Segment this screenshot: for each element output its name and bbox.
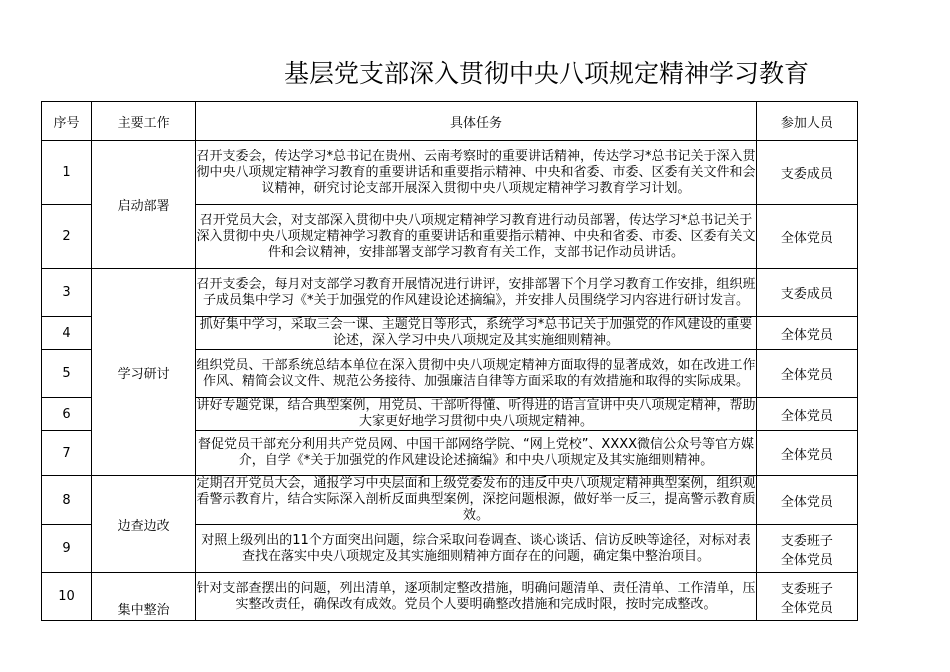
group-study: 学习研讨 bbox=[92, 269, 196, 476]
row-participants bbox=[756, 476, 857, 525]
row-task bbox=[196, 141, 757, 205]
participant: 全体党员 bbox=[780, 231, 833, 246]
participant: 全体党员 bbox=[780, 552, 833, 568]
header-participants: 参加人员 bbox=[756, 102, 857, 141]
document-title: 基层党支部深入贯彻中央八项规定精神学习教育 bbox=[284, 59, 810, 88]
participant: 全体党员 bbox=[780, 494, 833, 510]
row-task bbox=[196, 317, 757, 350]
row-seq: 4 bbox=[42, 317, 92, 350]
row-seq: 10 bbox=[42, 573, 92, 621]
participant: 全体党员 bbox=[780, 447, 833, 463]
row-task bbox=[196, 350, 757, 398]
participant: 支委班子 bbox=[780, 581, 833, 597]
row-participants bbox=[756, 525, 857, 573]
participant: 全体党员 bbox=[780, 327, 833, 343]
row-participants bbox=[756, 431, 857, 476]
row-participants bbox=[756, 205, 857, 269]
row-task bbox=[196, 205, 757, 269]
row-participants bbox=[756, 398, 857, 431]
header-main-work: 主要工作 bbox=[92, 102, 196, 141]
row-seq: 2 bbox=[42, 205, 92, 269]
table-header-row bbox=[42, 102, 858, 141]
row-seq: 5 bbox=[42, 350, 92, 398]
table-row bbox=[42, 476, 858, 525]
row-seq: 7 bbox=[42, 431, 92, 476]
row-seq: 1 bbox=[42, 141, 92, 205]
row-task bbox=[196, 476, 757, 525]
row-task-text: 召开党员大会，对支部深入贯彻中央八项规定精神学习教育进行动员部署，传达学习*总书记关于深入贯彻中央八项规定精神学习教育的重要讲话和重要指示精神、中央和省委、市委、区委有关文件和会议精神，安排部署支部学习教育有关工作，支部书记作动员讲话。 bbox=[196, 212, 756, 260]
row-task-text: 督促党员干部充分利用共产党员网、中国干部网络学院、“网上党校”、XXXX微信公众号等官方媒介，自学《*关于加强党的作风建设论述摘编》和中央八项规定及其实施细则精神。 bbox=[197, 437, 755, 468]
header-seq: 序号 bbox=[42, 102, 92, 141]
row-task-text: 讲好专题党课，结合典型案例，用党员、干部听得懂、听得进的语言宣讲中央八项规定精神，帮助大家更好地学习贯彻中央八项规定精神。 bbox=[196, 398, 756, 429]
row-task bbox=[196, 269, 757, 317]
table-row bbox=[42, 573, 858, 621]
row-participants bbox=[756, 269, 857, 317]
row-seq: 6 bbox=[42, 398, 92, 431]
row-task-text: 抓好集中学习，采取三会一课、主题党日等形式，系统学习*总书记关于加强党的作风建设的重要论述，深入学习中央八项规定及其实施细则精神。 bbox=[199, 317, 753, 348]
participant: 全体党员 bbox=[780, 368, 833, 383]
row-participants bbox=[756, 350, 857, 398]
row-task bbox=[196, 398, 757, 431]
participant: 支委成员 bbox=[780, 287, 833, 302]
task-table bbox=[41, 101, 858, 621]
table-row bbox=[42, 269, 858, 317]
table-row bbox=[42, 141, 858, 205]
row-task bbox=[196, 573, 757, 621]
header-task: 具体任务 bbox=[196, 102, 757, 141]
group-startup: 启动部署 bbox=[92, 141, 196, 269]
row-task-text: 对照上级列出的11个方面突出问题，综合采取问卷调查、谈心谈话、信访反映等途径，对标对表查找在落实中央八项规定及其实施细则精神方面存在的问题，确定集中整治项目。 bbox=[201, 532, 751, 564]
group-rectify: 集中整治 bbox=[92, 573, 196, 621]
row-task-text: 组织党员、干部系统总结本单位在深入贯彻中央八项规定精神方面取得的显著成效，如在改进工作作风、精简会议文件、规范公务接待、加强廉洁自律等方面采取的有效措施和取得的实际成果。 bbox=[196, 357, 756, 389]
participant: 支委班子 bbox=[780, 533, 833, 549]
row-task-text: 针对支部查摆出的问题，列出清单，逐项制定整改措施，明确问题清单、责任清单、工作清单，压实整改责任，确保改有成效。党员个人要明确整改措施和完成时限，按时完成整改。 bbox=[196, 580, 756, 612]
row-task-text: 定期召开党员大会，通报学习中央层面和上级党委发布的违反中央八项规定精神典型案例，组织观看警示教育片，结合实际深入剖析反面典型案例，深挖问题根源，做好举一反三，提高警示教育质效。 bbox=[196, 476, 756, 523]
row-seq: 3 bbox=[42, 269, 92, 317]
row-participants bbox=[756, 141, 857, 205]
participant: 全体党员 bbox=[780, 408, 833, 424]
participant: 全体党员 bbox=[780, 600, 833, 616]
row-task-text: 召开支委会，每月对支部学习教育开展情况进行讲评，安排部署下个月学习教育工作安排，组织班子成员集中学习《*关于加强党的作风建设论述摘编》，并安排人员围绕学习内容进行研讨发言。 bbox=[196, 276, 756, 308]
participant: 支委成员 bbox=[780, 167, 833, 182]
group-check: 边查边改 bbox=[92, 476, 196, 573]
row-task bbox=[196, 431, 757, 476]
row-seq: 8 bbox=[42, 476, 92, 525]
row-task-text: 召开支委会，传达学习*总书记在贵州、云南考察时的重要讲话精神，传达学习*总书记关于深入贯彻中央八项规定精神学习教育的重要讲话和重要指示精神、中央和省委、市委、区委有关文件和会议精神，研究讨论支部开展深入贯彻中央八项规定精神学习教育学习计划。 bbox=[196, 148, 756, 196]
row-task bbox=[196, 525, 757, 573]
row-participants bbox=[756, 573, 857, 621]
row-participants bbox=[756, 317, 857, 350]
row-seq: 9 bbox=[42, 525, 92, 573]
